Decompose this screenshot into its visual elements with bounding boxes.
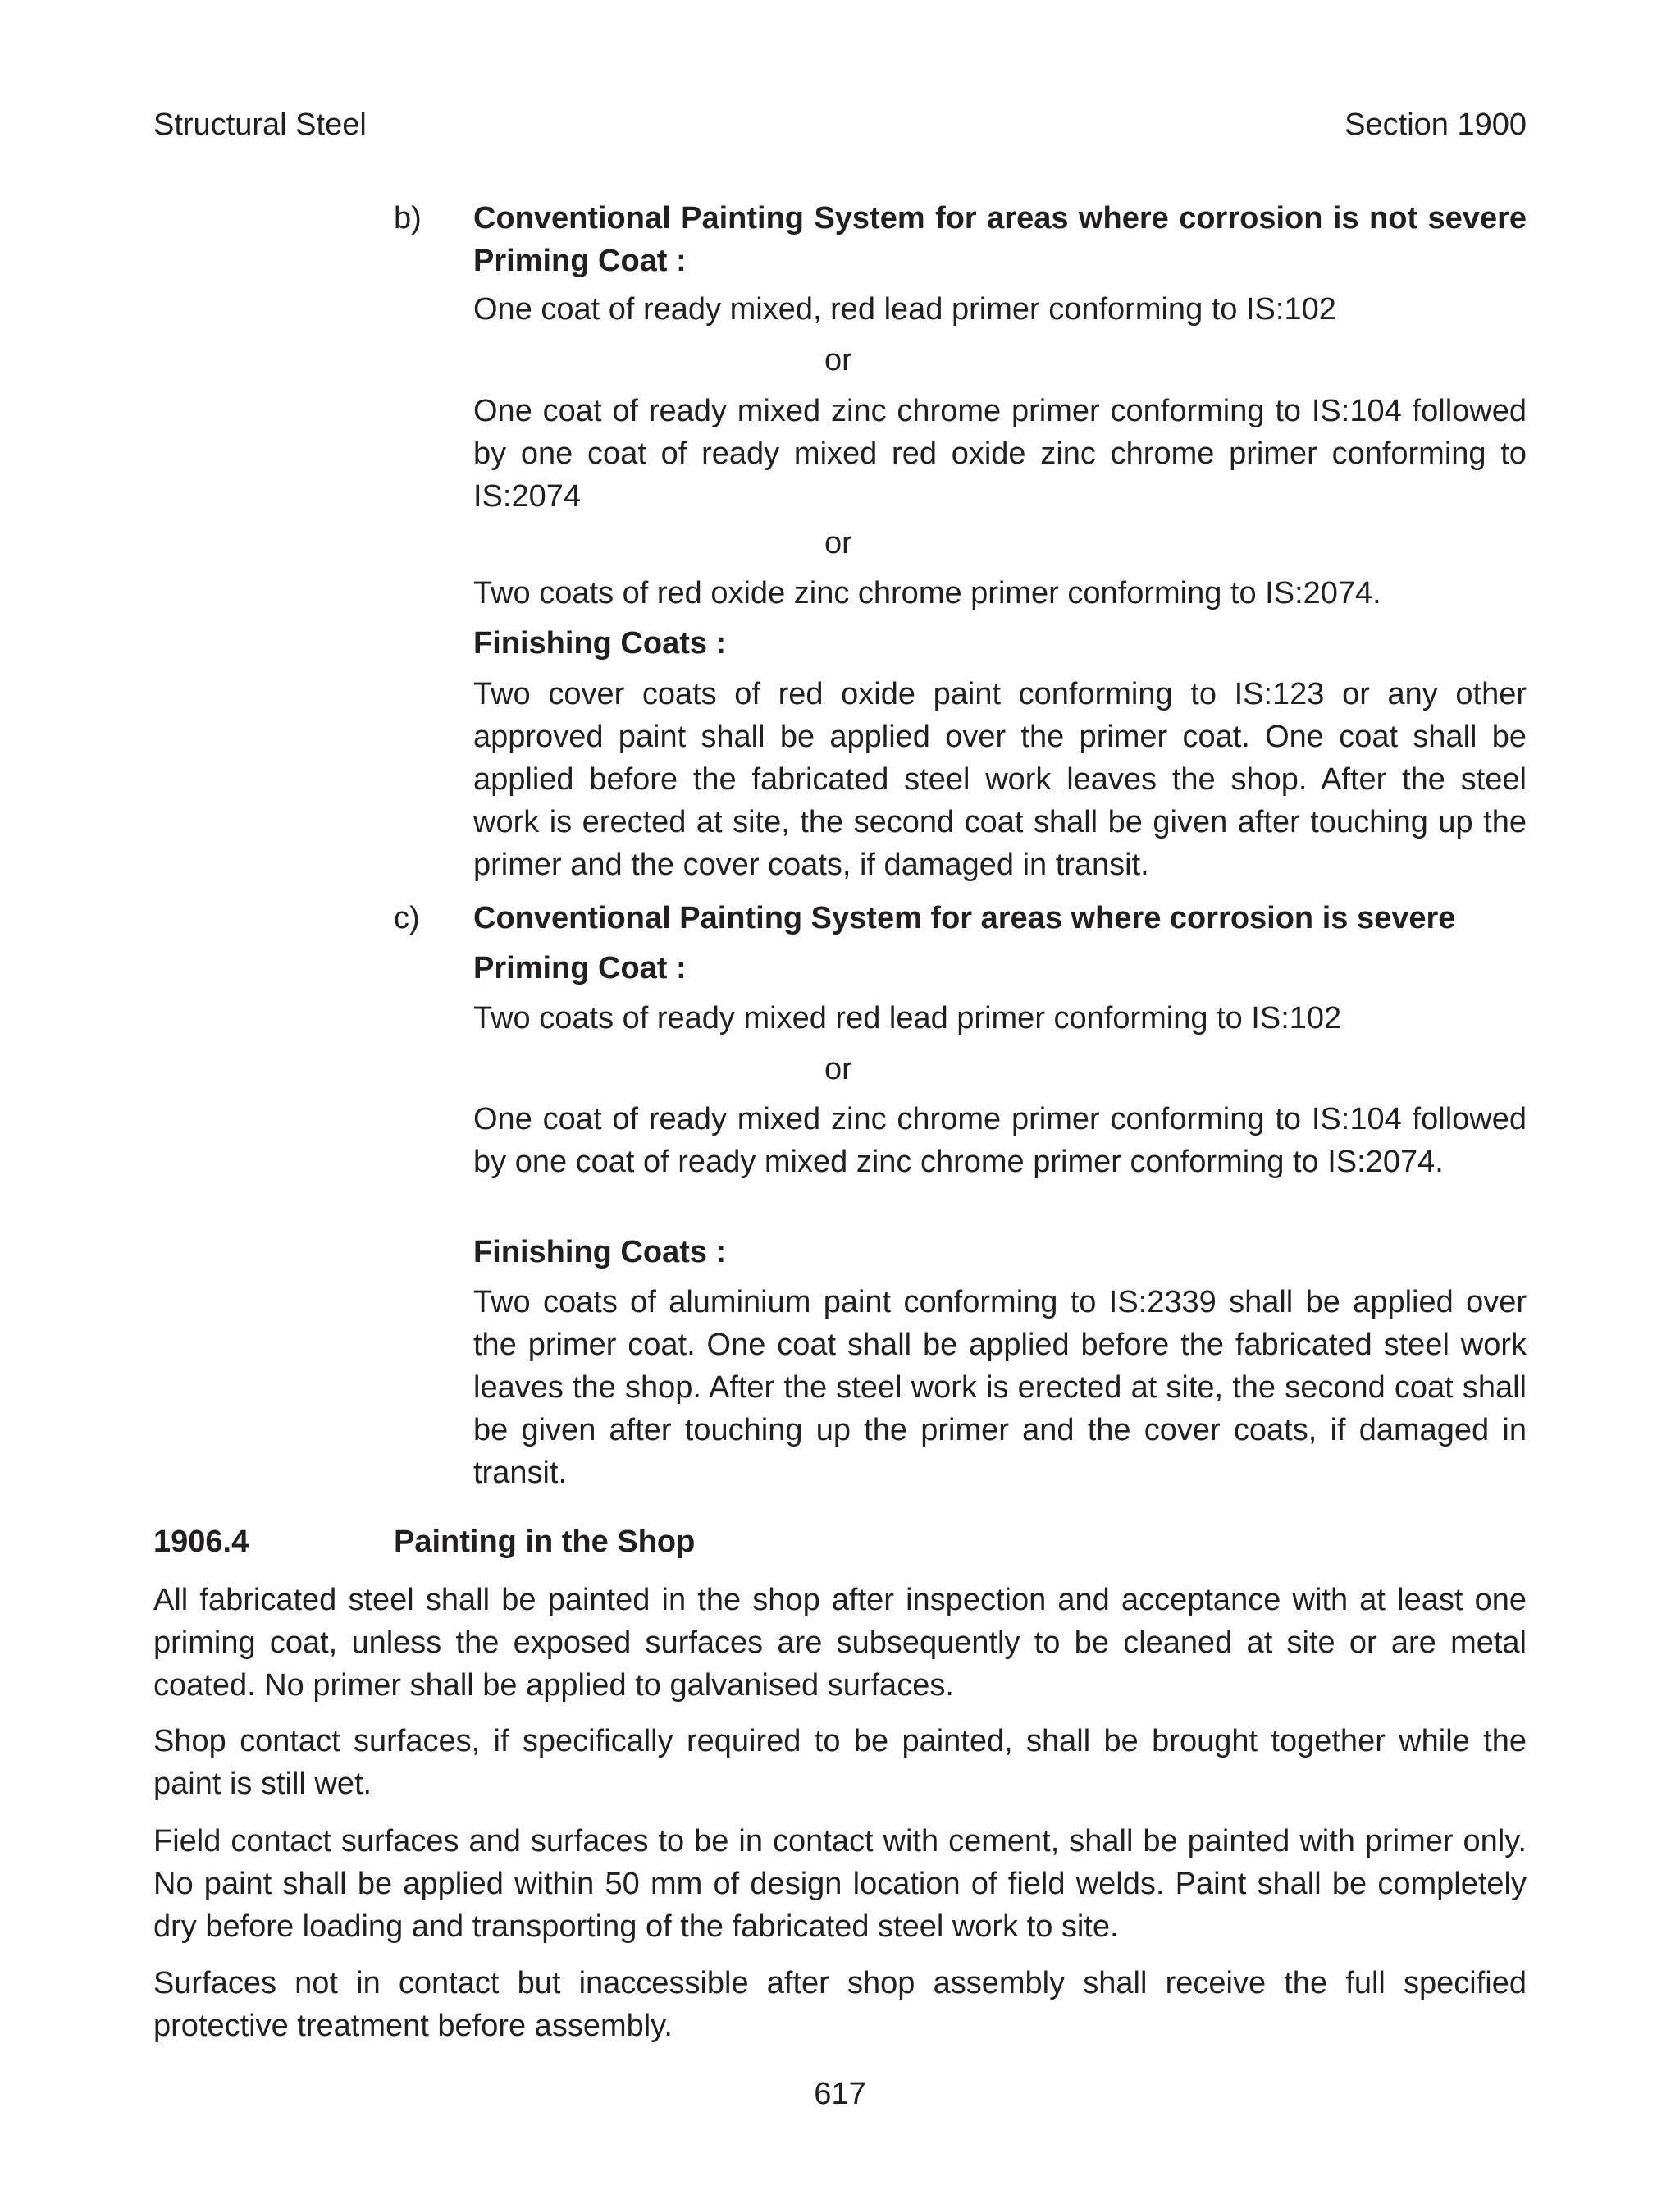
item-b-primer-option-3: Two coats of red oxide zinc chrome primer conforming to IS:2074. (473, 576, 1381, 610)
item-b-heading: Conventional Painting System for areas where corrosion is not severe Priming Coat : (473, 201, 1527, 278)
section-title: Painting in the Shop (394, 1525, 696, 1559)
item-c-primer-option-1: Two coats of ready mixed red lead primer conforming to IS:102 (473, 1001, 1342, 1036)
header-section-number: Section 1900 (1344, 107, 1527, 142)
item-b-finishing-heading: Finishing Coats : (473, 626, 727, 661)
section-paragraph-2: Shop contact surfaces, if specifically required to be painted, shall be brought together while the paint is still wet. (153, 1724, 1527, 1801)
item-b-finishing-text: Two cover coats of red oxide paint conforming to IS:123 or any other approved paint shall be applied over the primer coat. One coat shall be applied before the fabricated steel work leaves the shop. After the steel work is erected at site, the second coat shall be given after touching up the primer and the cover coats, if damaged in transit. (473, 677, 1527, 882)
item-b-or-1: or (824, 343, 852, 377)
item-c-primer-option-2: One coat of ready mixed zinc chrome primer conforming to IS:104 followed by one coat of ready mixed zinc chrome primer conforming to IS:2074. (473, 1102, 1527, 1179)
section-paragraph-1: All fabricated steel shall be painted in the shop after inspection and acceptance with at least one priming coat, unless the exposed surfaces are subsequently to be cleaned at site or are metal coated. No primer shall be applied to galvanised surfaces. (153, 1583, 1527, 1703)
section-paragraph-3: Field contact surfaces and surfaces to be in contact with cement, shall be painted with primer only. No paint shall be applied within 50 mm of design location of field welds. Paint shall be completely dry before loading and transporting of the fabricated steel work to site. (153, 1824, 1527, 1944)
item-c-marker: c) (394, 901, 420, 935)
section-paragraph-4: Surfaces not in contact but inaccessible after shop assembly shall receive the full specified protective treatment before assembly. (153, 1966, 1527, 2043)
item-c-priming-heading: Priming Coat : (473, 951, 687, 985)
item-c-finishing-text: Two coats of aluminium paint conforming to IS:2339 shall be applied over the primer coat. One coat shall be applied before the fabricated steel work leaves the shop. After the steel work is erected at site, the second coat shall be given after touching up the primer and the cover coats, if damaged in transit. (473, 1285, 1527, 1490)
running-header (153, 103, 1527, 146)
item-c-finishing-heading: Finishing Coats : (473, 1235, 727, 1269)
item-c-heading: Conventional Painting System for areas where corrosion is severe (473, 901, 1456, 935)
header-chapter-title: Structural Steel (153, 107, 367, 142)
item-b-or-2: or (824, 526, 852, 560)
item-b-primer-option-2: One coat of ready mixed zinc chrome primer conforming to IS:104 followed by one coat of ready mixed red oxide zinc chrome primer conforming to IS:2074 (473, 394, 1527, 514)
item-c-or-1: or (824, 1052, 852, 1086)
page-number: 617 (814, 2077, 866, 2111)
item-b-primer-option-1: One coat of ready mixed, red lead primer conforming to IS:102 (473, 292, 1336, 327)
section-number: 1906.4 (153, 1525, 249, 1559)
item-b-marker: b) (394, 201, 422, 235)
